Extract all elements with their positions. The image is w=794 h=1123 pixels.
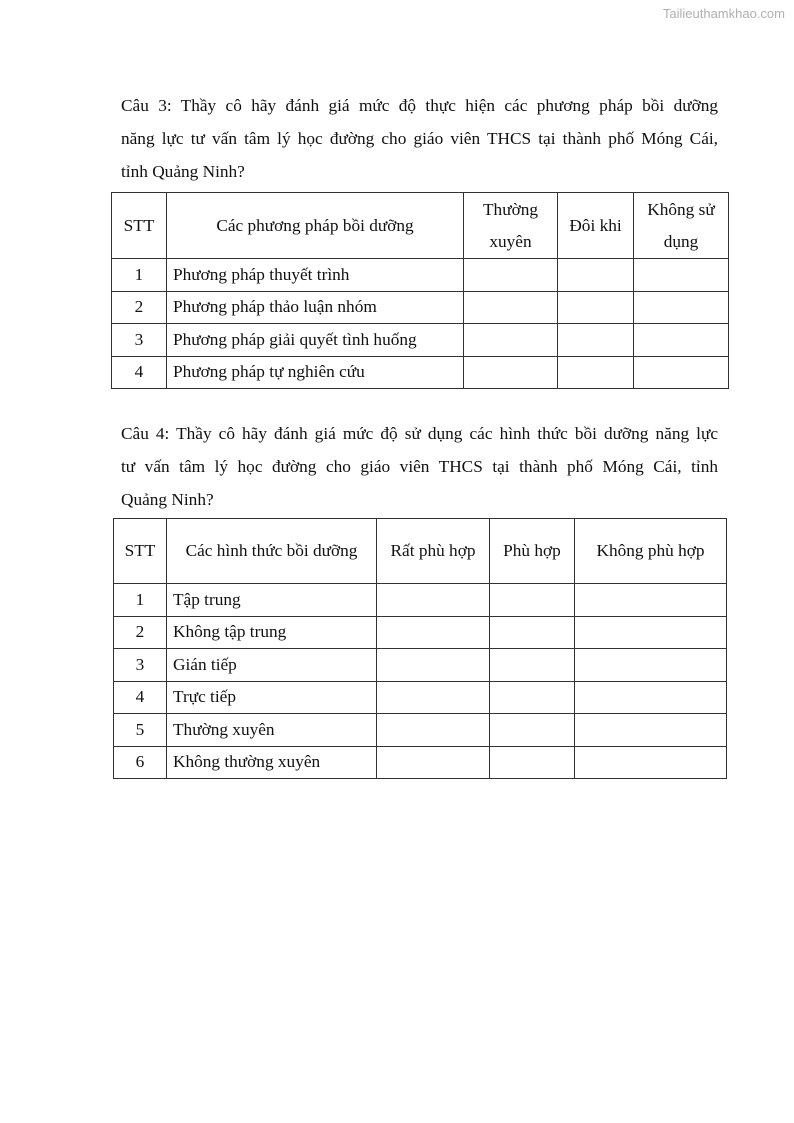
answer-cell[interactable] — [464, 356, 558, 389]
table-row — [114, 681, 727, 714]
q3-line: tỉnh Quảng Ninh? — [121, 162, 245, 181]
table-row — [114, 649, 727, 682]
answer-cell[interactable] — [634, 259, 729, 292]
row-name: Phương pháp tự nghiên cứu — [167, 356, 464, 389]
q4-line: Quảng Ninh? — [121, 490, 214, 509]
table-header-row — [114, 519, 727, 584]
answer-cell[interactable] — [575, 649, 727, 682]
row-stt: 3 — [114, 649, 167, 682]
watermark: Tailieuthamkhao.com — [662, 6, 785, 21]
table-header-row — [112, 193, 729, 259]
q3-line: năng lực tư vấn tâm lý học đường cho giáo viên THCS tại thành phố Móng Cái, — [121, 129, 718, 148]
answer-cell[interactable] — [490, 616, 575, 649]
row-name: Tập trung — [167, 584, 377, 617]
row-stt: 5 — [114, 714, 167, 747]
row-name: Thường xuyên — [167, 714, 377, 747]
row-name: Gián tiếp — [167, 649, 377, 682]
table-row — [112, 259, 729, 292]
row-stt: 2 — [112, 291, 167, 324]
question-4-text — [121, 417, 718, 516]
row-stt: 4 — [112, 356, 167, 389]
q4-line: tư vấn tâm lý học đường cho giáo viên THCS tại thành phố Móng Cái, tỉnh — [121, 457, 718, 476]
row-name: Trực tiếp — [167, 681, 377, 714]
answer-cell[interactable] — [558, 259, 634, 292]
row-stt: 3 — [112, 324, 167, 357]
answer-cell[interactable] — [377, 616, 490, 649]
table-row — [114, 714, 727, 747]
table-row — [114, 584, 727, 617]
answer-cell[interactable] — [490, 714, 575, 747]
answer-cell[interactable] — [464, 291, 558, 324]
answer-cell[interactable] — [464, 259, 558, 292]
table-row — [114, 616, 727, 649]
answer-cell[interactable] — [377, 681, 490, 714]
header-method: Các phương pháp bồi dưỡng — [167, 193, 464, 259]
table-row — [112, 356, 729, 389]
answer-cell[interactable] — [464, 324, 558, 357]
row-name: Phương pháp thuyết trình — [167, 259, 464, 292]
table-row — [114, 746, 727, 779]
row-name: Phương pháp giải quyết tình huống — [167, 324, 464, 357]
answer-cell[interactable] — [558, 324, 634, 357]
table-row — [112, 324, 729, 357]
answer-cell[interactable] — [490, 746, 575, 779]
answer-cell[interactable] — [575, 616, 727, 649]
answer-cell[interactable] — [490, 681, 575, 714]
table-row — [112, 291, 729, 324]
header-not-suitable: Không phù hợp — [575, 519, 727, 584]
header-stt: STT — [112, 193, 167, 259]
answer-cell[interactable] — [377, 714, 490, 747]
row-name: Không thường xuyên — [167, 746, 377, 779]
answer-cell[interactable] — [575, 714, 727, 747]
row-name: Phương pháp thảo luận nhóm — [167, 291, 464, 324]
header-never: Không sử dụng — [634, 193, 729, 259]
answer-cell[interactable] — [490, 649, 575, 682]
answer-cell[interactable] — [634, 356, 729, 389]
header-suitable: Phù hợp — [490, 519, 575, 584]
answer-cell[interactable] — [558, 291, 634, 324]
answer-cell[interactable] — [634, 324, 729, 357]
answer-cell[interactable] — [575, 681, 727, 714]
answer-cell[interactable] — [490, 584, 575, 617]
header-frequent: Thường xuyên — [464, 193, 558, 259]
answer-cell[interactable] — [377, 584, 490, 617]
methods-table — [111, 192, 729, 389]
answer-cell[interactable] — [377, 746, 490, 779]
row-stt: 1 — [114, 584, 167, 617]
answer-cell[interactable] — [377, 649, 490, 682]
answer-cell[interactable] — [575, 746, 727, 779]
header-sometimes: Đôi khi — [558, 193, 634, 259]
header-stt: STT — [114, 519, 167, 584]
row-stt: 2 — [114, 616, 167, 649]
answer-cell[interactable] — [634, 291, 729, 324]
q3-line: Câu 3: Thầy cô hãy đánh giá mức độ thực hiện các phương pháp bồi dưỡng — [121, 96, 718, 115]
row-stt: 4 — [114, 681, 167, 714]
header-very-suitable: Rất phù hợp — [377, 519, 490, 584]
forms-table — [113, 518, 727, 779]
answer-cell[interactable] — [558, 356, 634, 389]
header-form: Các hình thức bồi dưỡng — [167, 519, 377, 584]
row-name: Không tập trung — [167, 616, 377, 649]
question-3-text — [121, 89, 718, 188]
q4-line: Câu 4: Thầy cô hãy đánh giá mức độ sử dụng các hình thức bồi dưỡng năng lực — [121, 424, 718, 443]
row-stt: 6 — [114, 746, 167, 779]
answer-cell[interactable] — [575, 584, 727, 617]
row-stt: 1 — [112, 259, 167, 292]
